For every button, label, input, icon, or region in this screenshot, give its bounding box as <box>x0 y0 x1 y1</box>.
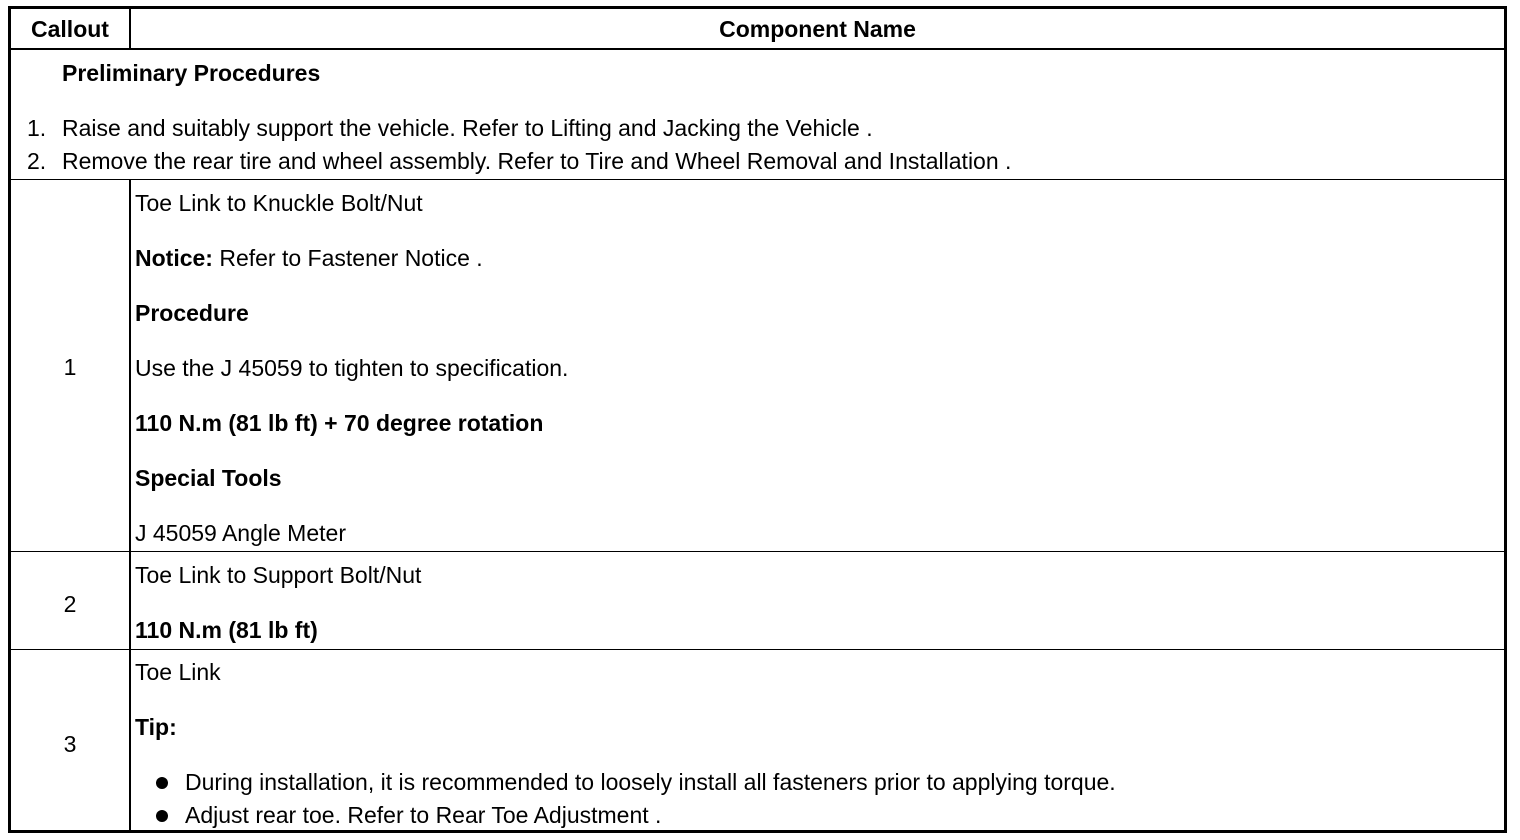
procedure-label: Procedure <box>135 300 249 326</box>
procedure-text: Use the J 45059 to tighten to specification. <box>135 355 569 381</box>
callout-number: 1 <box>63 354 77 380</box>
preliminary-step-number: 2. <box>27 148 47 174</box>
notice-line <box>135 247 483 270</box>
bullet-icon <box>156 810 168 822</box>
notice-text: Refer to Fastener Notice . <box>212 245 483 271</box>
component-name: Toe Link to Knuckle Bolt/Nut <box>135 190 423 216</box>
callout-number: 2 <box>63 591 77 617</box>
bullet-icon <box>156 777 168 789</box>
torque-spec: 110 N.m (81 lb ft) + 70 degree rotation <box>135 410 544 436</box>
tip-item: During installation, it is recommended to loosely install all fasteners prior to applying torque. <box>185 769 1116 795</box>
component-name: Toe Link <box>135 659 221 685</box>
header-divider <box>11 48 1504 50</box>
row-divider <box>11 551 1504 552</box>
torque-spec: 110 N.m (81 lb ft) <box>135 617 318 643</box>
procedure-table <box>8 6 1507 833</box>
component-name-column-header: Component Name <box>719 16 916 42</box>
callout-number: 3 <box>63 731 77 757</box>
preliminary-step-text: Remove the rear tire and wheel assembly. Refer to Tire and Wheel Removal and Installation . <box>62 148 1012 174</box>
preliminary-title: Preliminary Procedures <box>62 60 321 86</box>
row-divider <box>11 649 1504 650</box>
preliminary-step-number: 1. <box>27 115 47 141</box>
row-divider <box>11 179 1504 180</box>
preliminary-step-text: Raise and suitably support the vehicle. Refer to Lifting and Jacking the Vehicle . <box>62 115 873 141</box>
special-tools-label: Special Tools <box>135 465 282 491</box>
notice-label: Notice: <box>135 245 213 271</box>
callout-column-header: Callout <box>31 16 109 42</box>
tip-label: Tip: <box>135 714 177 740</box>
column-divider-header <box>129 9 131 49</box>
column-divider-body <box>129 180 131 830</box>
special-tools-text: J 45059 Angle Meter <box>135 520 346 546</box>
tip-item: Adjust rear toe. Refer to Rear Toe Adjustment . <box>185 802 662 828</box>
component-name: Toe Link to Support Bolt/Nut <box>135 562 422 588</box>
